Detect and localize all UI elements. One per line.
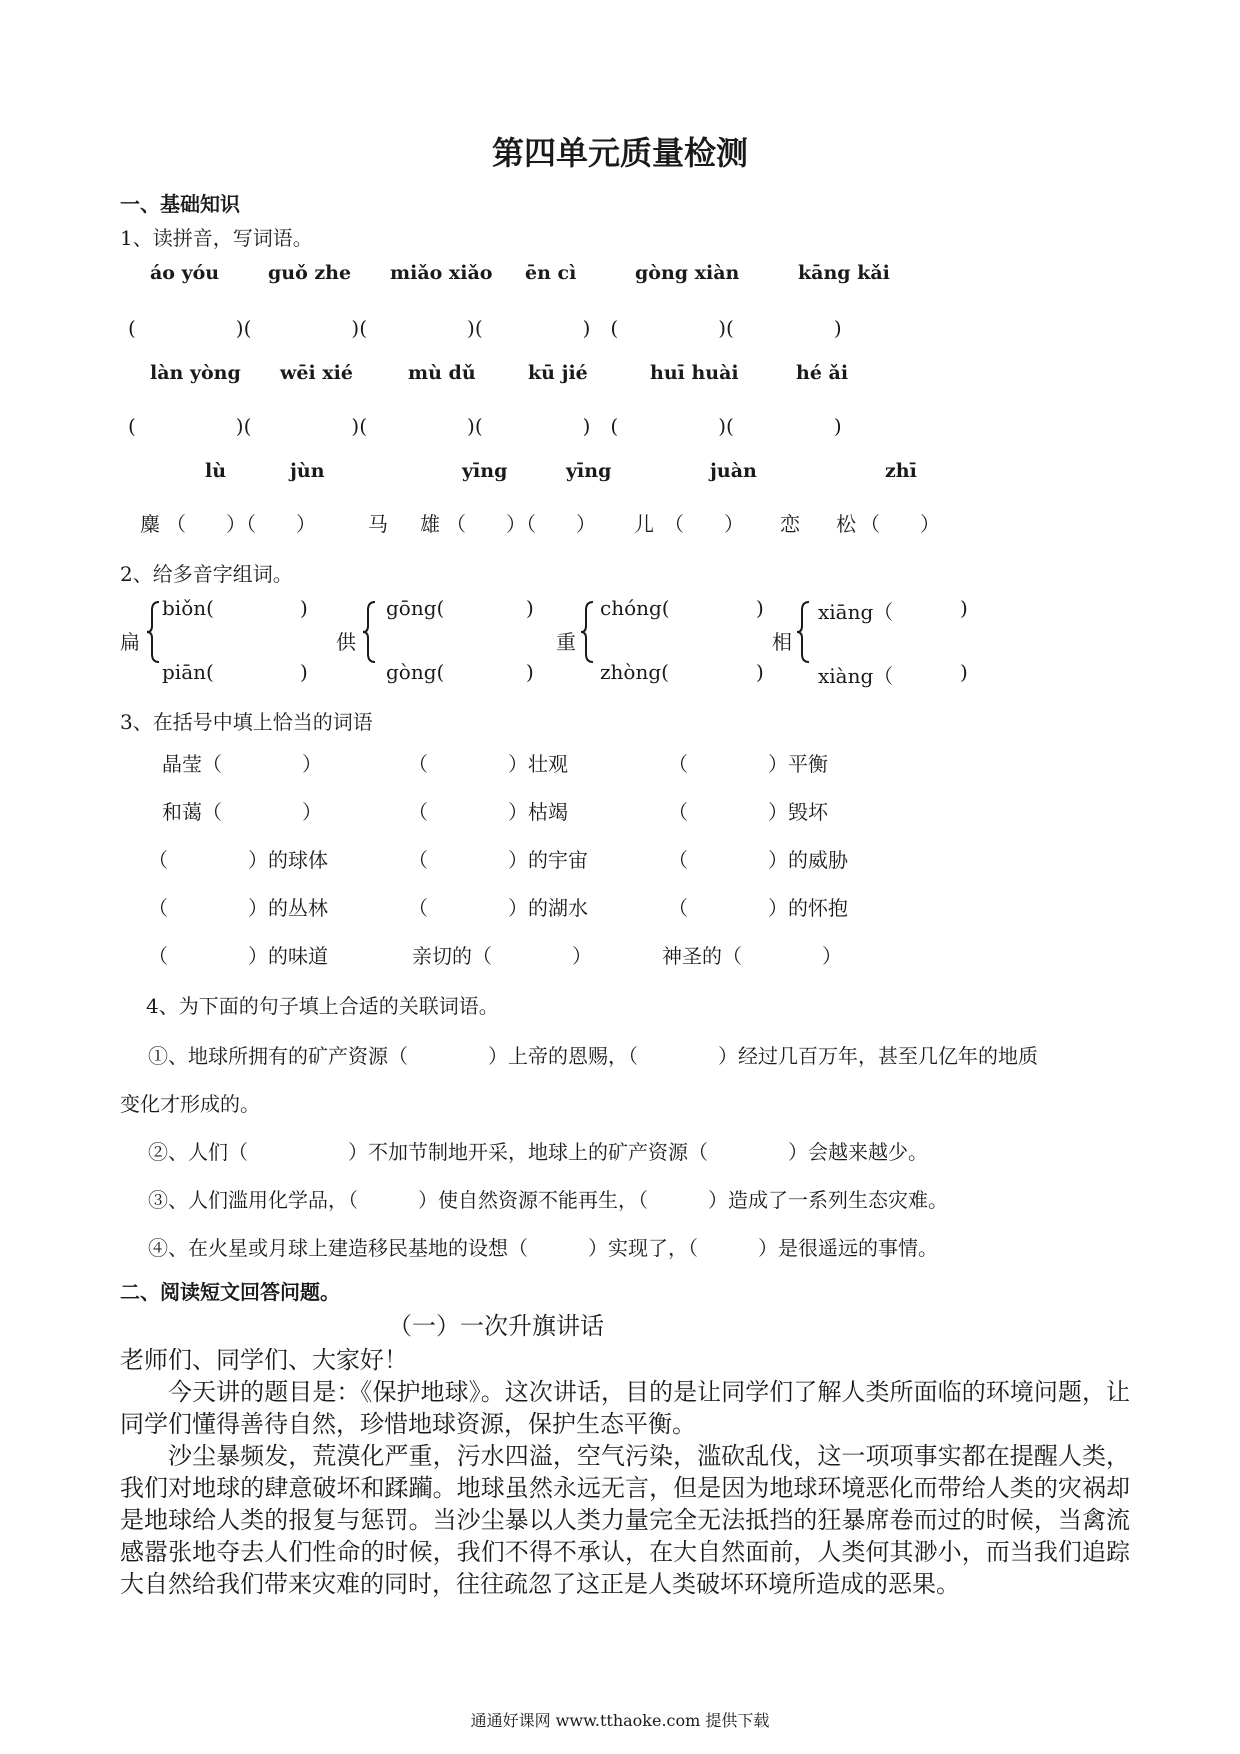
polyphone-char: 重 <box>556 630 576 654</box>
fill-blank-cell: （ ）枯竭 <box>408 800 568 824</box>
pinyin-cell: kāng kǎi <box>798 262 890 284</box>
section-reading: 二、阅读短文回答问题。 <box>120 1280 340 1304</box>
answer-blank: （ ） <box>664 512 744 536</box>
sentence-1: ①、地球所拥有的矿产资源（ ）上帝的恩赐，（ ）经过几百万年，甚至几亿年的地质 <box>148 1044 1038 1068</box>
answer-blank-close: ) <box>756 596 764 620</box>
answer-blank-close: ) <box>960 596 968 620</box>
fill-blank-cell: 亲切的（ ） <box>412 944 592 968</box>
char-cell: 恋 <box>780 512 800 536</box>
answer-blanks-row: ( )( )( )( ) ( )( ) <box>128 316 842 340</box>
sentence-1-continued: 变化才形成的。 <box>120 1092 260 1116</box>
answer-blank: （ ）（ ） <box>446 512 596 536</box>
answer-blanks-row: ( )( )( )( ) ( )( ) <box>128 414 842 438</box>
section-basic-knowledge: 一、基础知识 <box>120 192 240 216</box>
page-title: 第四单元质量检测 <box>491 134 748 172</box>
reading-greeting: 老师们、同学们、大家好！ <box>120 1346 408 1374</box>
brace-icon <box>362 600 376 664</box>
fill-blank-cell: 晶莹（ ） <box>162 752 322 776</box>
pinyin-cell: ēn cì <box>525 262 577 284</box>
answer-blank-close: ) <box>960 660 968 684</box>
polyphone-reading-top: xiāng（ <box>818 600 894 624</box>
fill-blank-cell: （ ）的湖水 <box>408 896 588 920</box>
brace-icon <box>146 600 160 664</box>
question-4-label: 4、为下面的句子填上合适的关联词语。 <box>146 994 499 1018</box>
polyphone-char: 供 <box>336 630 356 654</box>
fill-blank-cell: （ ）壮观 <box>408 752 568 776</box>
char-cell: 麋 <box>140 512 160 536</box>
sentence-4: ④、在火星或月球上建造移民基地的设想（ ）实现了，（ ）是很遥远的事情。 <box>148 1236 938 1260</box>
pinyin-cell: kū jié <box>528 362 588 384</box>
pinyin-cell: hé ǎi <box>796 362 849 384</box>
polyphone-reading-top: gōng( <box>386 596 445 620</box>
fill-blank-cell: （ ）毁坏 <box>668 800 828 824</box>
char-cell: 雄 <box>420 512 440 536</box>
polyphone-reading-bottom: gòng( <box>386 660 445 684</box>
fill-blank-cell: 和蔼（ ） <box>162 800 322 824</box>
reading-subtitle: （一）一次升旗讲话 <box>388 1312 604 1340</box>
pinyin-cell: áo yóu <box>150 262 220 284</box>
fill-blank-cell: （ ）的怀抱 <box>668 896 848 920</box>
char-cell: 儿 <box>634 512 654 536</box>
pinyin-cell: mù dǔ <box>408 362 476 384</box>
polyphone-reading-top: chóng( <box>600 596 670 620</box>
fill-blank-cell: （ ）的味道 <box>148 944 328 968</box>
answer-blank: （ ）（ ） <box>166 512 316 536</box>
polyphone-reading-top: biǒn( <box>162 596 214 620</box>
fill-blank-cell: （ ）平衡 <box>668 752 828 776</box>
pinyin-cell: guǒ zhe <box>268 262 352 284</box>
page-footer: 通通好课网 www.tthaoke.com 提供下载 <box>470 1711 770 1730</box>
polyphone-reading-bottom: piān( <box>162 660 214 684</box>
pinyin-cell: yīng <box>566 460 612 482</box>
fill-blank-cell: 神圣的（ ） <box>662 944 842 968</box>
brace-icon <box>796 600 810 664</box>
polyphone-reading-bottom: zhòng( <box>600 660 669 684</box>
answer-blank-close: ) <box>756 660 764 684</box>
pinyin-cell: miǎo xiǎo <box>390 262 493 284</box>
polyphone-char: 相 <box>772 630 792 654</box>
brace-icon <box>580 600 594 664</box>
pinyin-cell: yīng <box>462 460 508 482</box>
pinyin-cell: gòng xiàn <box>635 262 740 284</box>
fill-blank-cell: （ ）的威胁 <box>668 848 848 872</box>
reading-paragraph-1: 今天讲的题目是：《保护地球》。这次讲话，目的是让同学们了解人类所面临的环境问题，让同学们懂得善待自然，珍惜地球资源，保护生态平衡。 <box>120 1378 1130 1438</box>
fill-blank-cell: （ ）的宇宙 <box>408 848 588 872</box>
pinyin-cell: wēi xié <box>280 362 353 384</box>
pinyin-cell: juàn <box>710 460 757 482</box>
pinyin-cell: lù <box>205 460 227 482</box>
fill-blank-cell: （ ）的丛林 <box>148 896 328 920</box>
question-2-label: 2、给多音字组词。 <box>120 562 293 586</box>
pinyin-cell: jùn <box>290 460 325 482</box>
answer-blank-close: ) <box>300 596 308 620</box>
polyphone-reading-bottom: xiàng（ <box>818 664 894 688</box>
sentence-2: ②、人们（ ）不加节制地开采，地球上的矿产资源（ ）会越来越少。 <box>148 1140 928 1164</box>
answer-blank: （ ） <box>860 512 940 536</box>
question-1-label: 1、读拼音，写词语。 <box>120 226 313 250</box>
sentence-3: ③、人们滥用化学品，（ ）使自然资源不能再生，（ ）造成了一系列生态灾难。 <box>148 1188 948 1212</box>
polyphone-char: 扁 <box>120 630 140 654</box>
answer-blank-close: ) <box>526 596 534 620</box>
char-cell: 马 <box>368 512 388 536</box>
answer-blank-close: ) <box>300 660 308 684</box>
pinyin-cell: zhī <box>885 460 917 482</box>
pinyin-cell: huī huài <box>650 362 739 384</box>
pinyin-cell: làn yòng <box>150 362 241 384</box>
char-cell: 松 <box>836 512 856 536</box>
answer-blank-close: ) <box>526 660 534 684</box>
question-3-label: 3、在括号中填上恰当的词语 <box>120 710 373 734</box>
fill-blank-cell: （ ）的球体 <box>148 848 328 872</box>
reading-paragraph-2: 沙尘暴频发，荒漠化严重，污水四溢，空气污染，滥砍乱伐，这一项项事实都在提醒人类，我们对地球的肆意破坏和蹂躏。地球虽然永远无言，但是因为地球环境恶化而带给人类的灾祸却是地球给人类的报复与惩罚。当沙尘暴以人类力量完全无法抵挡的狂暴席卷而过的时候，当禽流感嚣张地夺去人们性命的时候，我们不得不承认，在大自然面前，人类何其渺小，而当我们追踪大自然给我们带来灾难的同时，往往疏忽了这正是人类破坏环境所造成的恶果。 <box>120 1442 1130 1598</box>
